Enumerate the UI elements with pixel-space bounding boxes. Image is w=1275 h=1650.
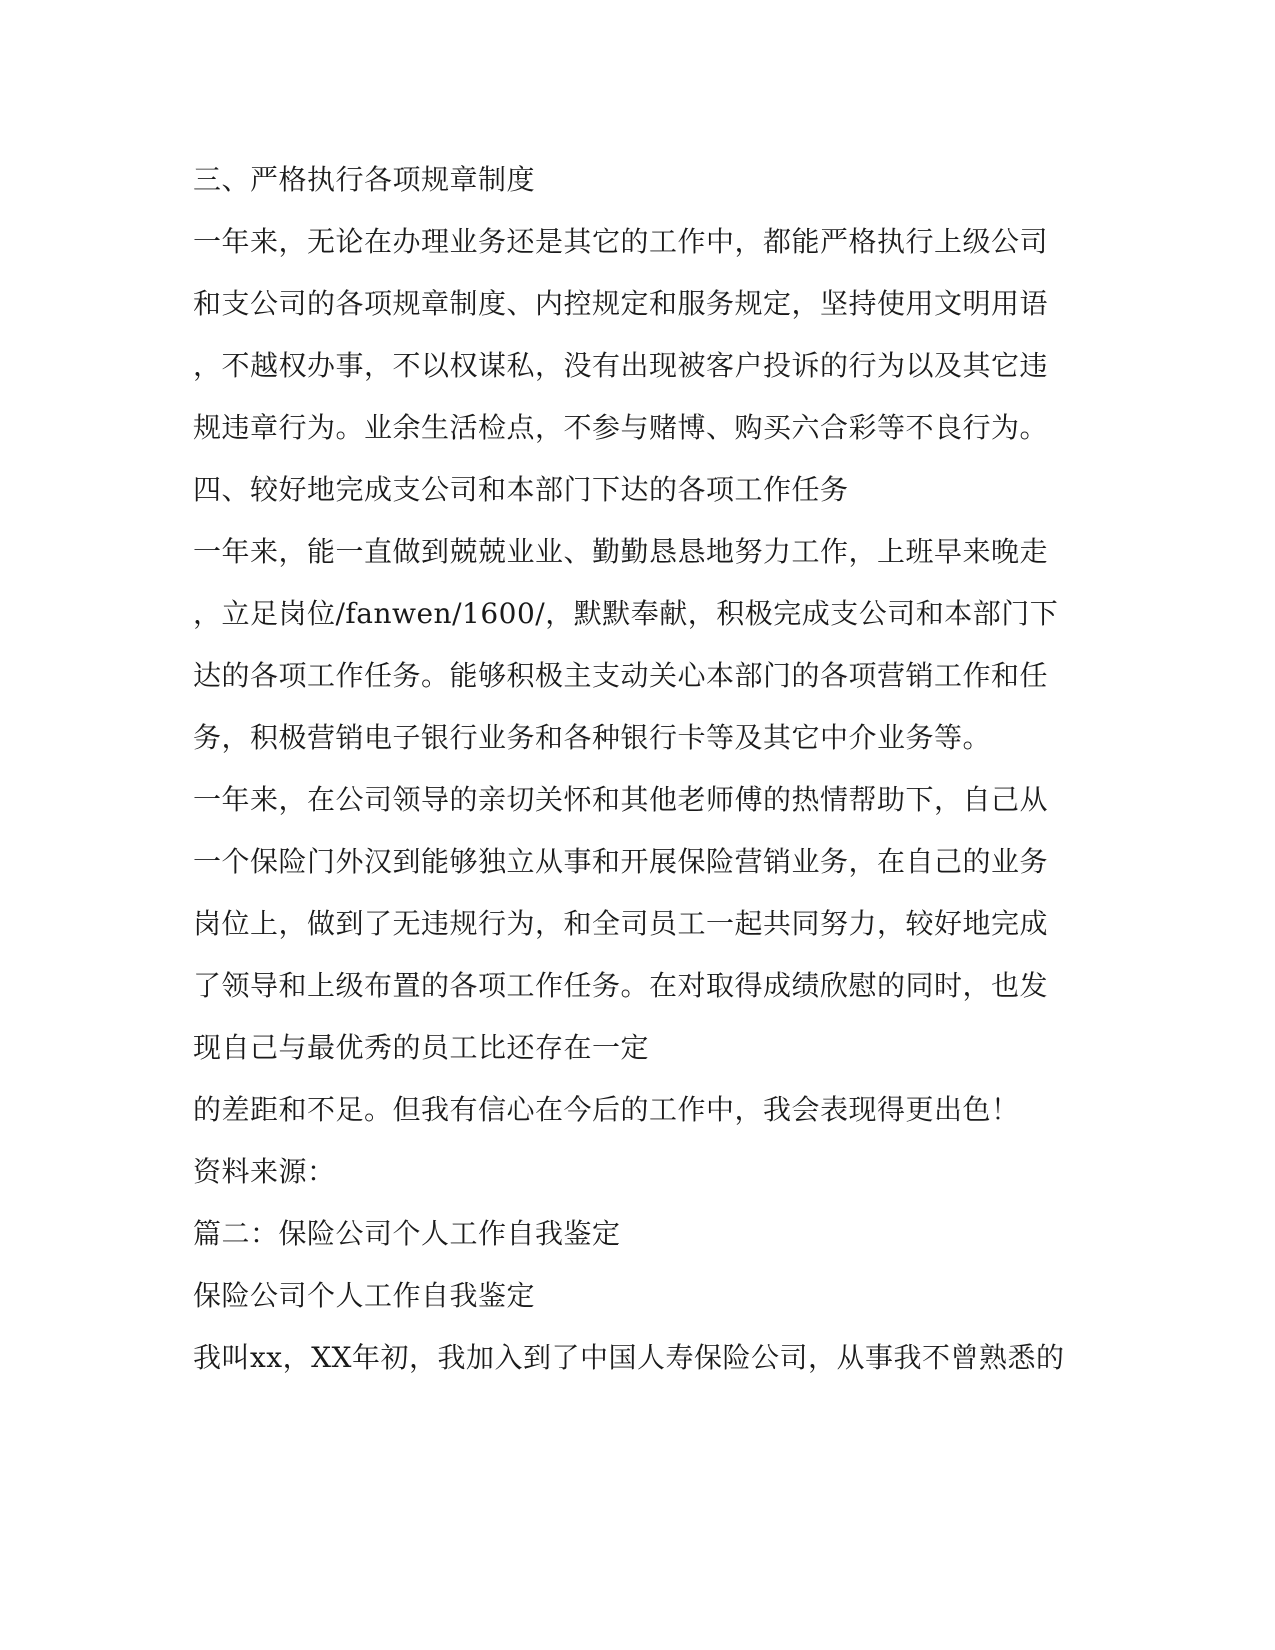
paragraph-line: 岗位上，做到了无违规行为，和全司员工一起共同努力，较好地完成	[193, 907, 1049, 940]
paragraph-line: 一个保险门外汉到能够独立从事和开展保险营销业务，在自己的业务	[193, 845, 1049, 878]
section-heading-3: 三、严格执行各项规章制度	[193, 163, 536, 196]
paragraph-line: 达的各项工作任务。能够积极主支动关心本部门的各项营销工作和任	[193, 659, 1049, 692]
source-label: 资料来源：	[193, 1155, 336, 1188]
article-title: 保险公司个人工作自我鉴定	[193, 1279, 536, 1312]
paragraph-line: 一年来，能一直做到兢兢业业、勤勤恳恳地努力工作，上班早来晚走	[193, 535, 1049, 568]
paragraph-line: ，不越权办事，不以权谋私，没有出现被客户投诉的行为以及其它违	[193, 349, 1049, 382]
section-heading-4: 四、较好地完成支公司和本部门下达的各项工作任务	[193, 473, 849, 506]
paragraph-line: 现自己与最优秀的员工比还存在一定	[193, 1031, 650, 1064]
paragraph-line: 我叫xx，XX年初，我加入到了中国人寿保险公司，从事我不曾熟悉的	[193, 1341, 1065, 1374]
paragraph-line: 务，积极营销电子银行业务和各种银行卡等及其它中介业务等。	[193, 721, 992, 754]
chapter-heading: 篇二：保险公司个人工作自我鉴定	[193, 1217, 621, 1250]
paragraph-line: 一年来，无论在办理业务还是其它的工作中，都能严格执行上级公司	[193, 225, 1049, 258]
paragraph-line: 和支公司的各项规章制度、内控规定和服务规定，坚持使用文明用语	[193, 287, 1049, 320]
paragraph-line: 一年来，在公司领导的亲切关怀和其他老师傅的热情帮助下，自己从	[193, 783, 1049, 816]
paragraph-line: 规违章行为。业余生活检点，不参与赌博、购买六合彩等不良行为。	[193, 411, 1049, 444]
paragraph-line: ，立足岗位/fanwen/1600/，默默奉献，积极完成支公司和本部门下	[193, 597, 1059, 630]
paragraph-line: 了领导和上级布置的各项工作任务。在对取得成绩欣慰的同时，也发	[193, 969, 1049, 1002]
paragraph-line: 的差距和不足。但我有信心在今后的工作中，我会表现得更出色！	[193, 1093, 1020, 1126]
